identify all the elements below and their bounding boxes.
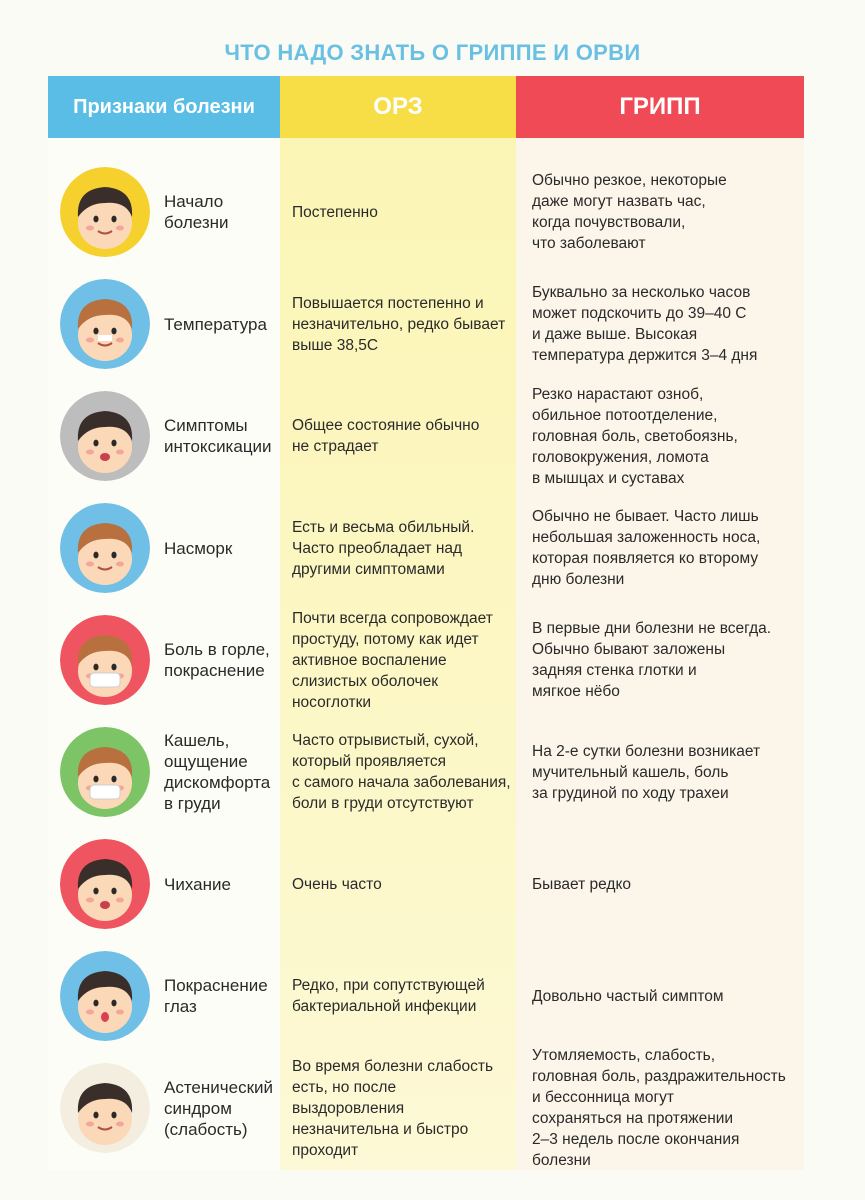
table-row <box>48 940 804 1052</box>
symptom-label <box>164 828 280 940</box>
child-sneeze-icon <box>60 839 150 929</box>
orz-cell <box>292 604 512 716</box>
child-fever-icon <box>60 279 150 369</box>
flu-cell <box>532 492 800 604</box>
flu-cell-text: Обычно резкое, некоторые даже могут назвать час, когда почувствовали, что заболевают <box>532 172 727 252</box>
orz-cell <box>292 492 512 604</box>
symptom-label-text: Температура <box>164 314 267 334</box>
symptom-label-text: Насморк <box>164 538 233 558</box>
symptom-label <box>164 1052 280 1164</box>
table-row <box>48 268 804 380</box>
orz-cell <box>292 828 512 940</box>
symptom-label-text: Чихание <box>164 874 231 894</box>
flu-cell-text: На 2-е сутки болезни возникает мучительный кашель, боль за грудиной по ходу трахеи <box>532 742 761 802</box>
flu-cell <box>532 1047 800 1169</box>
orz-cell <box>292 940 512 1052</box>
orz-cell <box>292 716 512 828</box>
flu-cell <box>532 604 800 716</box>
flu-cell <box>532 380 800 492</box>
flu-cell-text: Резко нарастают озноб, обильное потоотделение, головная боль, светобоязнь, головокружения, ломота в мышцах и суставах <box>532 385 738 487</box>
symptom-label <box>164 268 280 380</box>
orz-cell-text: Постепенно <box>292 203 378 221</box>
flu-cell-text: В первые дни болезни не всегда. Обычно бывают заложены задняя стенка глотки и мягкое нёбо <box>532 620 772 700</box>
orz-cell-text: Почти всегда сопровождает простуду, потому как идет активное воспаление слизистых оболочек носоглотки <box>292 609 493 711</box>
orz-cell-text: Повышается постепенно и незначительно, редко бывает выше 38,5С <box>292 294 506 354</box>
header-orz: ОРЗ <box>280 76 516 138</box>
child-face-icon <box>60 167 150 257</box>
symptom-label <box>164 604 280 716</box>
symptom-label <box>164 716 280 828</box>
table-row <box>48 828 804 940</box>
child-sore-throat-icon <box>60 615 150 705</box>
child-dizzy-icon <box>60 391 150 481</box>
flu-cell <box>532 268 800 380</box>
flu-cell <box>532 716 800 828</box>
orz-cell-text: Часто отрывистый, сухой, который проявляется с самого начала заболевания, боли в груди отсутствуют <box>292 732 511 812</box>
child-red-eyes-icon <box>60 951 150 1041</box>
symptom-label-text: Начало болезни <box>164 192 229 232</box>
symptom-label <box>164 380 280 492</box>
symptom-label-text: Покраснение глаз <box>164 976 268 1016</box>
flu-cell-text: Утомляемость, слабость, головная боль, раздражительность и бессонница могут сохраняться на протяжении 2–3 недель после окончания болезни <box>532 1047 786 1169</box>
table-row <box>48 492 804 604</box>
orz-cell <box>292 1052 512 1164</box>
symptom-label <box>164 156 280 268</box>
symptom-label-text: Астенический синдром (слабость) <box>164 1077 274 1139</box>
orz-cell <box>292 268 512 380</box>
orz-cell-text: Во время болезни слабость есть, но после выздоровления незначительна и быстро проходит <box>292 1057 494 1159</box>
header-signs: Признаки болезни <box>48 76 280 138</box>
table-row <box>48 604 804 716</box>
symptom-label-text: Кашель, ощущение дискомфорта в груди <box>164 731 271 813</box>
header-flu: ГРИПП <box>516 76 804 138</box>
symptom-label <box>164 940 280 1052</box>
orz-cell-text: Общее состояние обычно не страдает <box>292 417 480 455</box>
child-runny-nose-icon <box>60 503 150 593</box>
table-row <box>48 1047 804 1169</box>
orz-cell <box>292 156 512 268</box>
table-row <box>48 380 804 492</box>
flu-cell <box>532 156 800 268</box>
flu-cell-text: Буквально за несколько часов может подскочить до 39–40 С и даже выше. Высокая температура держится 3–4 дня <box>532 284 758 364</box>
flu-cell <box>532 828 800 940</box>
orz-cell-text: Есть и весьма обильный. Часто преобладает над другими симптомами <box>292 518 475 578</box>
table-row <box>48 716 804 828</box>
child-weak-icon <box>60 1063 150 1153</box>
flu-cell-text: Бывает редко <box>532 875 632 893</box>
symptom-label-text: Боль в горле, покраснение <box>164 640 270 680</box>
orz-cell-text: Очень часто <box>292 875 382 893</box>
child-cough-icon <box>60 727 150 817</box>
flu-cell-text: Довольно частый симптом <box>532 987 724 1005</box>
orz-cell-text: Редко, при сопутствующей бактериальной инфекции <box>292 977 485 1015</box>
symptom-label <box>164 492 280 604</box>
flu-cell-text: Обычно не бывает. Часто лишь небольшая заложенность носа, которая появляется ко второму дню болезни <box>532 508 761 588</box>
page-title: ЧТО НАДО ЗНАТЬ О ГРИППЕ И ОРВИ <box>224 40 641 65</box>
table-row <box>48 156 804 268</box>
symptom-label-text: Симптомы интоксикации <box>164 416 272 456</box>
orz-cell <box>292 380 512 492</box>
flu-cell <box>532 940 800 1052</box>
comparison-table <box>48 76 804 1170</box>
